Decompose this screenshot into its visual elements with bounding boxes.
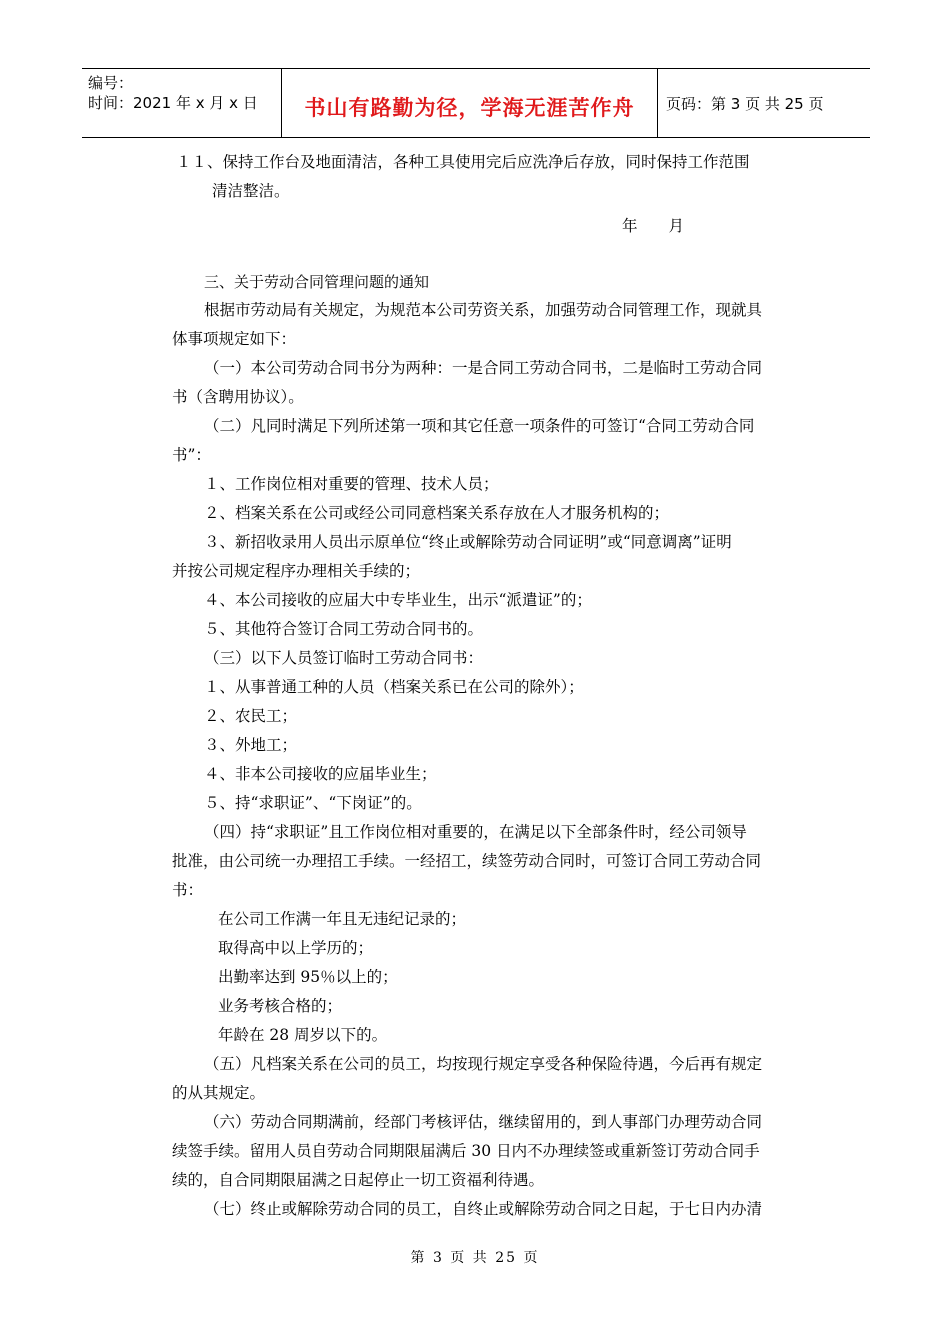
paragraph-line: 体事项规定如下：	[172, 330, 297, 348]
list-item: 取得高中以上学历的；	[218, 939, 374, 957]
section-heading: 三、关于劳动合同管理问题的通知	[204, 273, 430, 291]
paragraph-line: １１、保持工作台及地面清洁，各种工具使用完后应洗净后存放，同时保持工作范围	[176, 153, 750, 171]
list-item: １、从事普通工种的人员（档案关系已在公司的除外）；	[204, 678, 584, 696]
paragraph-line: 的从其规定。	[172, 1084, 266, 1102]
list-item: １、工作岗位相对重要的管理、技术人员；	[204, 475, 499, 493]
paragraph-line: （七）终止或解除劳动合同的员工，自终止或解除劳动合同之日起，于七日内办清	[204, 1200, 763, 1218]
paragraph-line: （五）凡档案关系在公司的员工，均按现行规定享受各种保险待遇，今后再有规定	[204, 1055, 763, 1073]
list-item: 出勤率达到 95％以上的；	[218, 968, 398, 986]
date-line: 年 月	[622, 217, 685, 235]
paragraph-line: 书（含聘用协议）。	[172, 388, 304, 406]
list-item: ２、农民工；	[204, 707, 298, 725]
list-item: 年龄在 28 周岁以下的。	[218, 1026, 388, 1044]
list-item: 业务考核合格的；	[218, 997, 343, 1015]
paragraph-line: 书：	[172, 881, 204, 899]
paragraph-line: 续签手续。留用人员自劳动合同期限届满后 30 日内不办理续签或重新签订劳动合同手	[172, 1142, 760, 1160]
paragraph-line: 清洁整洁。	[212, 182, 290, 200]
header-page-info: 页码：第 3 页 共 25 页	[666, 94, 824, 113]
paragraph-line: （一）本公司劳动合同书分为两种：一是合同工劳动合同书，二是临时工劳动合同	[204, 359, 763, 377]
list-item: ３、外地工；	[204, 736, 298, 754]
number-label: 编号：	[88, 74, 134, 92]
header-motto: 书山有路勤为径，学海无涯苦作舟	[282, 69, 658, 137]
list-item: ３、新招收录用人员出示原单位“终止或解除劳动合同证明”或“同意调离”证明	[204, 533, 732, 551]
paragraph-line: 续的，自合同期限届满之日起停止一切工资福利待遇。	[172, 1171, 545, 1189]
list-item: ４、本公司接收的应届大中专毕业生，出示“派遣证”的；	[204, 591, 592, 609]
paragraph-line: 并按公司规定程序办理相关手续的；	[172, 562, 421, 580]
header-meta	[82, 69, 282, 137]
list-item: ４、非本公司接收的应届毕业生；	[204, 765, 437, 783]
paragraph-line: （四）持“求职证”且工作岗位相对重要的，在满足以下全部条件时，经公司领导	[204, 823, 747, 841]
paragraph-line: （二）凡同时满足下列所述第一项和其它任意一项条件的可签订“合同工劳动合同	[204, 417, 755, 435]
paragraph-line: 书”：	[172, 446, 211, 464]
paragraph-line: （三）以下人员签订临时工劳动合同书：	[204, 649, 484, 667]
page-footer: 第 3 页 共 25 页	[410, 1250, 540, 1266]
time-label: 时间：2021 年 x 月 x 日	[88, 94, 258, 112]
paragraph-line: （六）劳动合同期满前，经部门考核评估，继续留用的，到人事部门办理劳动合同	[204, 1113, 763, 1131]
page-header	[82, 68, 870, 138]
list-item: ５、其他符合签订合同工劳动合同书的。	[204, 620, 484, 638]
list-item: ５、持“求职证”、“下岗证”的。	[204, 794, 422, 812]
paragraph-line: 批准，由公司统一办理招工手续。一经招工，续签劳动合同时，可签订合同工劳动合同	[172, 852, 762, 870]
list-item: ２、档案关系在公司或经公司同意档案关系存放在人才服务机构的；	[204, 504, 670, 522]
list-item: 在公司工作满一年且无违纪记录的；	[218, 910, 467, 928]
paragraph-line: 根据市劳动局有关规定，为规范本公司劳资关系，加强劳动合同管理工作，现就具	[204, 301, 763, 319]
